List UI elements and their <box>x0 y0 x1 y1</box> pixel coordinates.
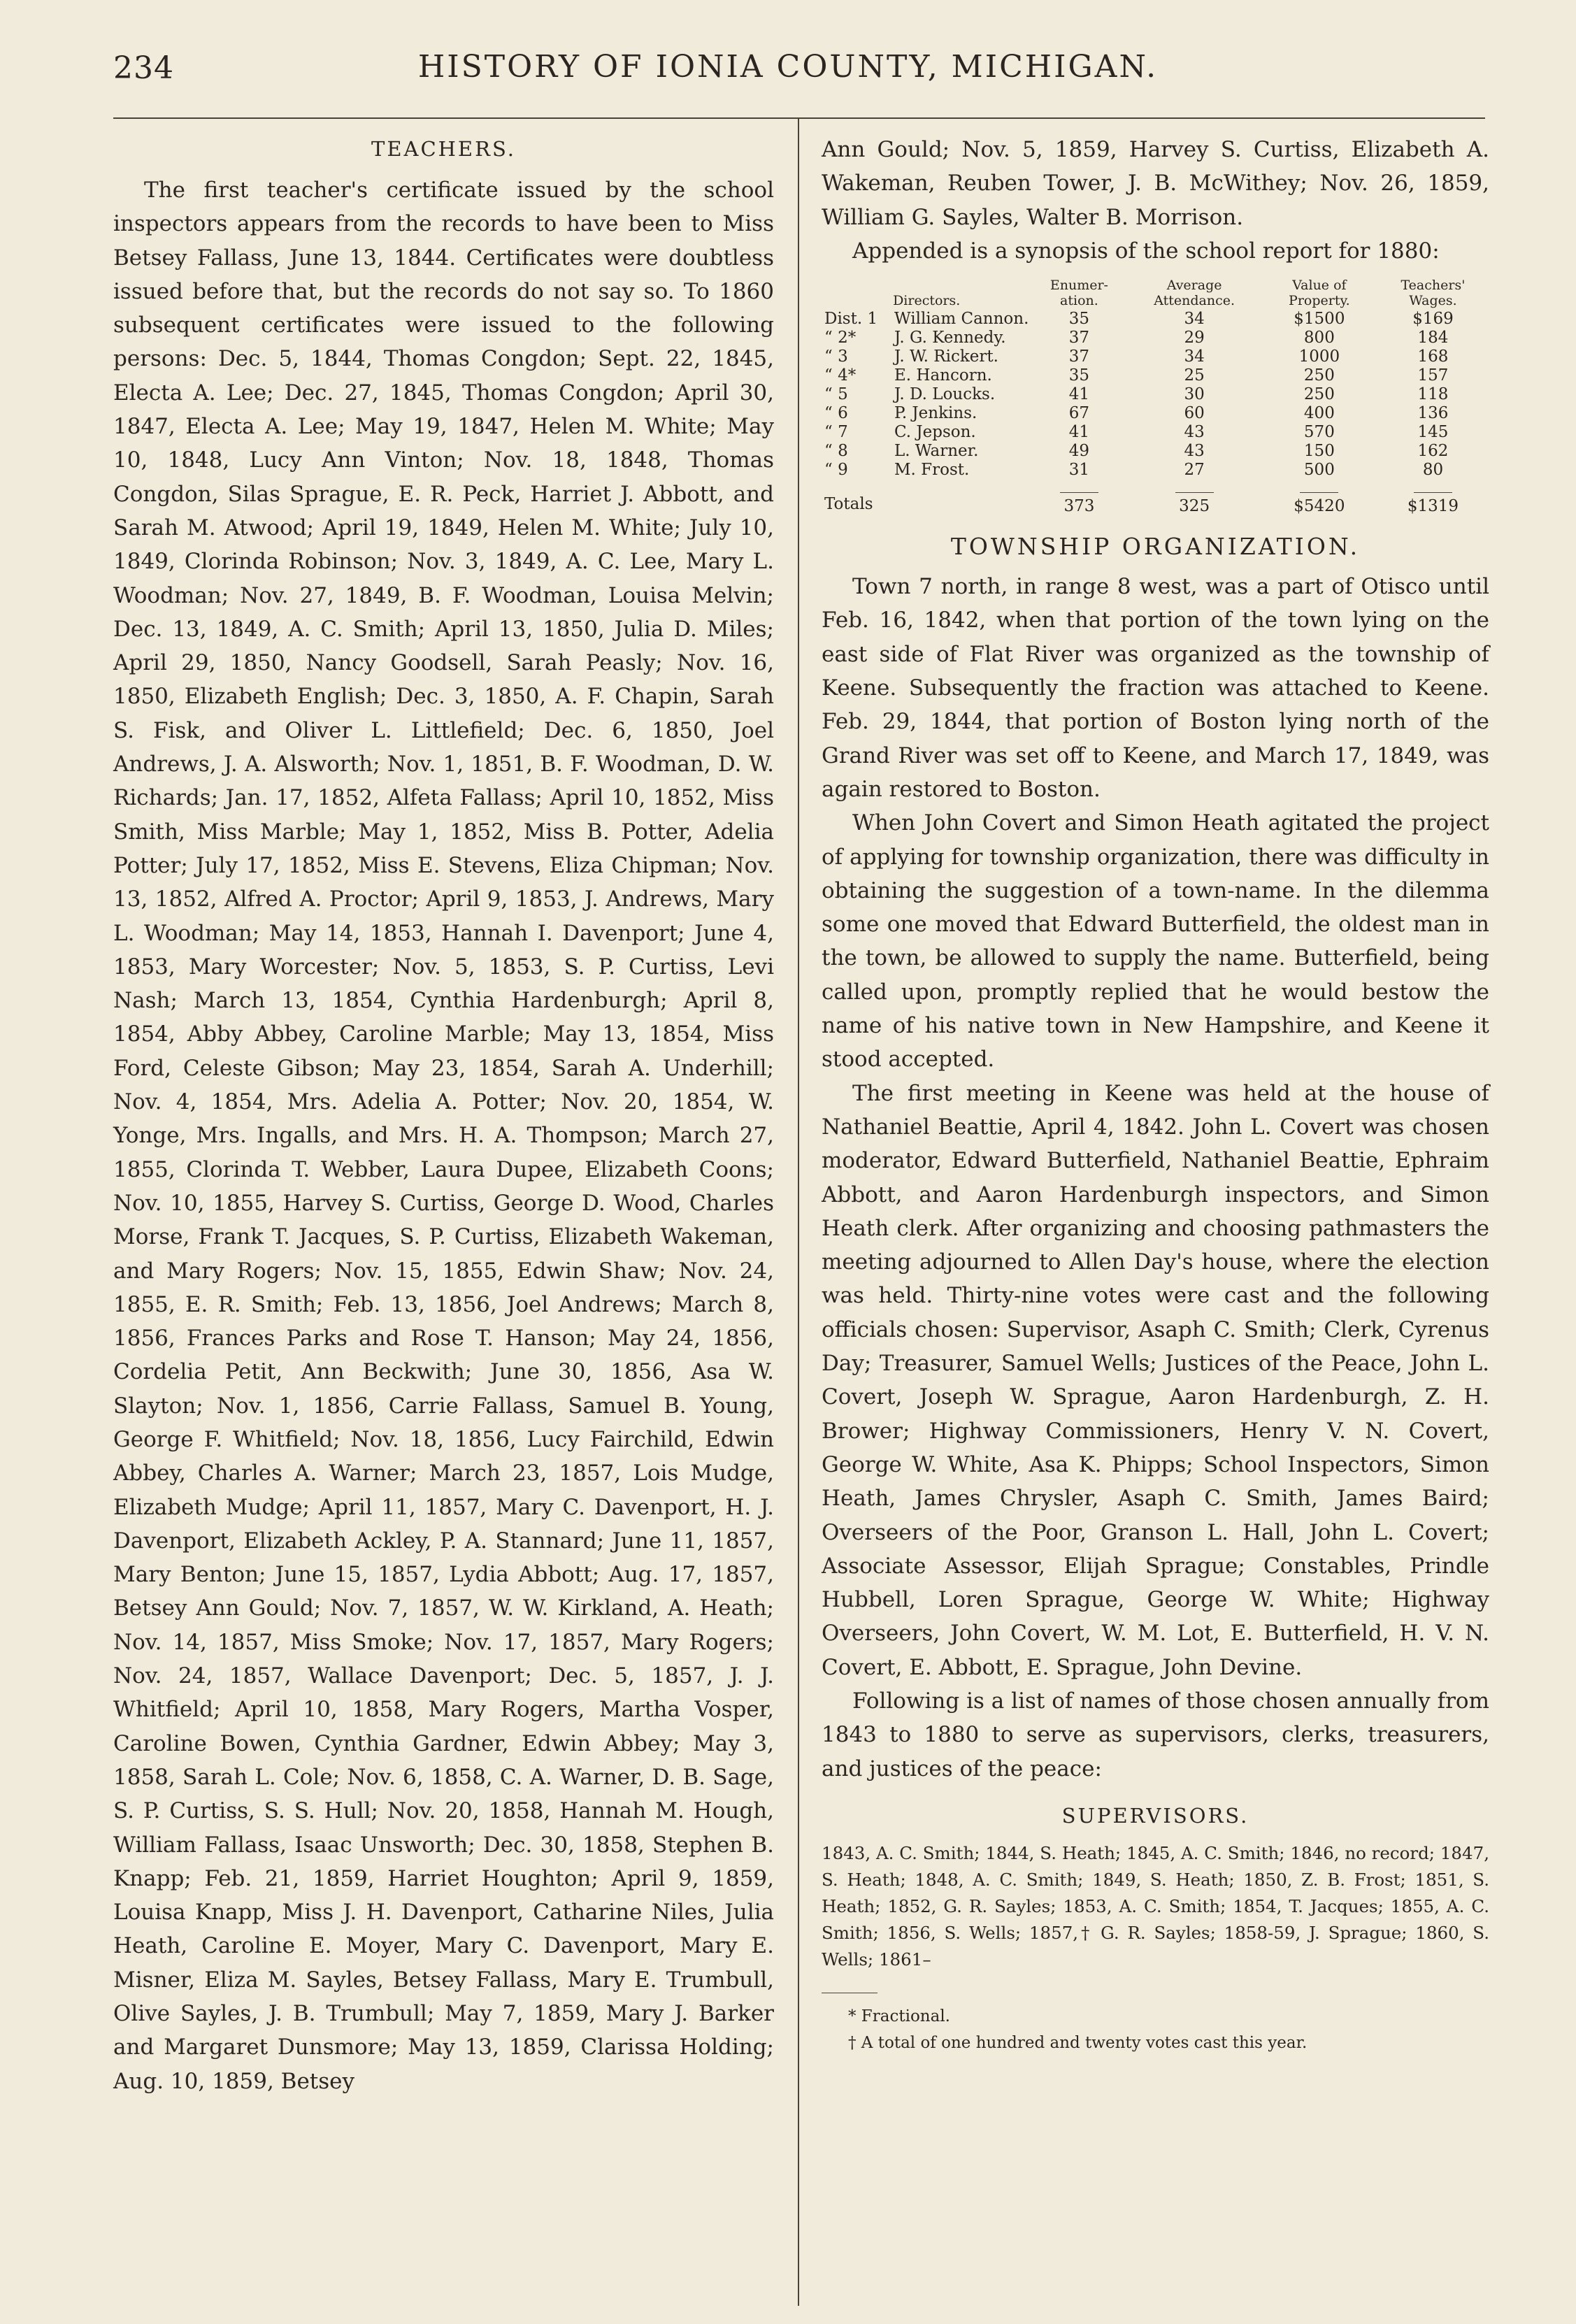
table-row <box>822 329 1489 347</box>
col-header-directors: Directors. <box>893 293 961 309</box>
table-row <box>822 442 1489 461</box>
enumeration-cell: 41 <box>1068 385 1090 404</box>
director-cell: E. Hancorn. <box>894 366 992 385</box>
footnote: * Fractional. <box>848 2007 950 2025</box>
district-cell: “ 6 <box>824 404 848 423</box>
table-row <box>822 461 1489 480</box>
wages-cell: 118 <box>1417 385 1449 404</box>
totals-label: Totals <box>824 494 873 513</box>
enumeration-cell: 35 <box>1068 310 1090 329</box>
attendance-cell: 30 <box>1184 385 1205 404</box>
district-cell: “ 3 <box>824 347 848 366</box>
left-column <box>113 133 774 2098</box>
table-row <box>822 404 1489 423</box>
attendance-cell: 43 <box>1184 423 1205 442</box>
total-property: $5420 <box>1262 480 1377 516</box>
director-cell: C. Jepson. <box>894 423 976 442</box>
director-cell: J. W. Rickert. <box>894 347 998 366</box>
district-cell: “ 7 <box>824 423 848 442</box>
director-cell: J. D. Loucks. <box>894 385 996 404</box>
col-header-wages: Teachers' Wages. <box>1401 278 1466 309</box>
district-cell: “ 5 <box>824 385 848 404</box>
wages-cell: 162 <box>1417 442 1449 461</box>
township-paragraph: The first meeting in Keene was held at the house of Nathaniel Beattie, April 4, 1842. John L. Covert was chosen moderator, Edward Butterfield, Nathaniel Beattie, Ephraim Abbott, and Aaron Hardenburgh inspectors, and Simon Heath clerk. After organizing and choosing pathmasters the meeting adjourned to Allen Day's house, where the election was held. Thirty-nine votes were cast and the following officials chosen: Supervisor, Asaph C. Smith; Clerk, Cyrenus Day; Treasurer, Samuel Wells; Justices of the Peace, John L. Covert, Joseph W. Sprague, Aaron Hardenburgh, Z. H. Brower; Highway Commissioners, Henry V. N. Covert, George W. White, Asa K. Phipps; School Inspectors, Simon Heath, James Chrysler, Asaph C. Smith, James Baird; Overseers of the Poor, Granson L. Hall, John L. Covert; Associate Assessor, Elijah Sprague; Constables, Prindle Hubbell, Loren Sprague, George W. White; Highway Overseers, John Covert, W. M. Lot, E. Butterfield, H. V. N. Covert, E. Abbott, E. Sprague, John Devine. <box>822 1080 1489 1680</box>
director-cell: William Cannon. <box>894 310 1029 329</box>
property-cell: 1000 <box>1298 347 1340 366</box>
school-report-table <box>822 276 1489 516</box>
attendance-cell: 27 <box>1184 461 1205 480</box>
enumeration-cell: 41 <box>1068 423 1090 442</box>
district-cell: “ 4* <box>824 366 857 385</box>
table-row <box>822 347 1489 366</box>
table-row <box>822 385 1489 404</box>
enumeration-cell: 35 <box>1068 366 1090 385</box>
teachers-paragraph: The first teacher's certificate issued by the school inspectors appears from the records to have been to Miss Betsey Fallass, June 13, 1844. Certificates were doubtless issued before that, but the records do not say so. To 1860 subsequent certificates were issued to the following persons: Dec. 5, 1844, Thomas Congdon; Sept. 22, 1845, Electa A. Lee; Dec. 27, 1845, Thomas Congdon; April 30, 1847, Electa A. Lee; May 19, 1847, Helen M. White; May 10, 1848, Lucy Ann Vinton; Nov. 18, 1848, Thomas Congdon, Silas Sprague, E. R. Peck, Harriet J. Abbott, and Sarah M. Atwood; April 19, 1849, Helen M. White; July 10, 1849, Clorinda Robinson; Nov. 3, 1849, A. C. Lee, Mary L. Woodman; Nov. 27, 1849, B. F. Woodman, Louisa Melvin; Dec. 13, 1849, A. C. Smith; April 13, 1850, Julia D. Miles; April 29, 1850, Nancy Goodsell, Sarah Peasly; Nov. 16, 1850, Elizabeth English; Dec. 3, 1850, A. F. Chapin, Sarah S. Fisk, and Oliver L. Littlefield; Dec. 6, 1850, Joel Andrews, J. A. Alsworth; Nov. 1, 1851, B. F. Woodman, D. W. Richards; Jan. 17, 1852, Alfeta Fallass; April 10, 1852, Miss Smith, Miss Marble; May 1, 1852, Miss B. Potter, Adelia Potter; July 17, 1852, Miss E. Stevens, Eliza Chipman; Nov. 13, 1852, Alfred A. Proctor; April 9, 1853, J. Andrews, Mary L. Woodman; May 14, 1853, Hannah I. Davenport; June 4, 1853, Mary Worcester; Nov. 5, 1853, S. P. Curtiss, Levi Nash; March 13, 1854, Cynthia Hardenburgh; April 8, 1854, Abby Abbey, Caroline Marble; May 13, 1854, Miss Ford, Celeste Gibson; May 23, 1854, Sarah A. Underhill; Nov. 4, 1854, Mrs. Adelia A. Potter; Nov. 20, 1854, W. Yonge, Mrs. Ingalls, and Mrs. H. A. Thompson; March 27, 1855, Clorinda T. Webber, Laura Dupee, Elizabeth Coons; Nov. 10, 1855, Harvey S. Curtiss, George D. Wood, Charles Morse, Frank T. Jacques, S. P. Curtiss, Elizabeth Wakeman, and Mary Rogers; Nov. 15, 1855, Edwin Shaw; Nov. 24, 1855, E. R. Smith; Feb. 13, 1856, Joel Andrews; March 8, 1856, Frances Parks and Rose T. Hanson; May 24, 1856, Cordelia Petit, Ann Beckwith; June 30, 1856, Asa W. Slayton; Nov. 1, 1856, Carrie Fallass, Samuel B. Young, George F. Whitfield; Nov. 18, 1856, Lucy Fairchild, Edwin Abbey, Charles A. Warner; March 23, 1857, Lois Mudge, Elizabeth Mudge; April 11, 1857, Mary C. Davenport, H. J. Davenport, Elizabeth Ackley, P. A. Stannard; June 11, 1857, Mary Benton; June 15, 1857, Lydia Abbott; Aug. 17, 1857, Betsey Ann Gould; Nov. 7, 1857, W. W. Kirkland, A. Heath; Nov. 14, 1857, Miss Smoke; Nov. 17, 1857, Mary Rogers; Nov. 24, 1857, Wallace Davenport; Dec. 5, 1857, J. J. Whitfield; April 10, 1858, Mary Rogers, Martha Vosper, Caroline Bowen, Cynthia Gardner, Edwin Abbey; May 3, 1858, Sarah L. Cole; Nov. 6, 1858, C. A. Warner, D. B. Sage, S. P. Curtiss, S. S. Hull; Nov. 20, 1858, Hannah M. Hough, William Fallass, Isaac Unsworth; Dec. 30, 1858, Stephen B. Knapp; Feb. 21, 1859, Harriet Houghton; April 9, 1859, Louisa Knapp, Miss J. H. Davenport, Catharine Niles, Julia Heath, Caroline E. Moyer, Mary C. Davenport, Mary E. Misner, Eliza M. Sayles, Betsey Fallass, Mary E. Trumbull, Olive Sayles, J. B. Trumbull; May 7, 1859, Mary J. Barker and Margaret Dunsmore; May 13, 1859, Clarissa Holding; Aug. 10, 1859, Betsey <box>113 178 774 2094</box>
report-intro: Appended is a synopsis of the school report for 1880: <box>852 238 1440 264</box>
property-cell: 570 <box>1303 423 1335 442</box>
attendance-cell: 43 <box>1184 442 1205 461</box>
attendance-cell: 34 <box>1184 310 1205 329</box>
wages-cell: 80 <box>1422 461 1444 480</box>
totals-row <box>822 480 1489 516</box>
school-report-header-row <box>822 276 1489 310</box>
district-cell: “ 9 <box>824 461 848 480</box>
col-header-attendance: Average Attendance. <box>1154 278 1235 309</box>
running-title: HISTORY OF IONIA COUNTY, MICHIGAN. <box>417 49 1159 85</box>
township-paragraph: Town 7 north, in range 8 west, was a part of Otisco until Feb. 16, 1842, when that portion of the town lying on the east side of Flat River was organized as the township of Keene. Subsequently the fraction was attached to Keene. Feb. 29, 1844, that portion of Boston lying north of the Grand River was set off to Keene, and March 17, 1849, was again restored to Boston. <box>822 574 1489 802</box>
director-cell: P. Jenkins. <box>894 404 977 423</box>
property-cell: 500 <box>1303 461 1335 480</box>
wages-cell: 145 <box>1417 423 1449 442</box>
column-divider <box>798 117 799 2306</box>
township-paragraph: When John Covert and Simon Heath agitated the project of applying for township organization, there was difficulty in obtaining the suggestion of a town-name. In the dilemma some one moved that Edward Butterfield, the oldest man in the town, be allowed to supply the name. Butterfield, being called upon, promptly replied that he would bestow the name of his native town in New Hampshire, and Keene it stood accepted. <box>822 810 1489 1073</box>
wages-cell: 168 <box>1417 347 1449 366</box>
supervisors-heading: SUPERVISORS. <box>1061 1803 1249 1828</box>
table-row <box>822 310 1489 329</box>
director-cell: L. Warner. <box>894 442 979 461</box>
enumeration-cell: 67 <box>1068 404 1090 423</box>
enumeration-cell: 49 <box>1068 442 1090 461</box>
page-number: 234 <box>113 50 174 86</box>
property-cell: 250 <box>1303 385 1335 404</box>
district-cell: Dist. 1 <box>824 310 878 329</box>
township-paragraph: Following is a list of names of those chosen annually from 1843 to 1880 to serve as supervisors, clerks, treasurers, and justices of the peace: <box>822 1688 1489 1781</box>
wages-cell: 184 <box>1417 329 1449 347</box>
wages-cell: 136 <box>1417 404 1449 423</box>
total-attendance: 325 <box>1126 480 1261 516</box>
supervisors-list: 1843, A. C. Smith; 1844, S. Heath; 1845, A. C. Smith; 1846, no record; 1847, S. Heath; 1848, A. C. Smith; 1849, S. Heath; 1850, Z. B. Frost; 1851, S. Heath; 1852, G. R. Sayles; 1853, A. C. Smith; 1854, T. Jacques; 1855, A. C. Smith; 1856, S. Wells; 1857,† G. R. Sayles; 1858-59, J. Sprague; 1860, S. Wells; 1861– <box>822 1842 1489 1970</box>
township-heading: TOWNSHIP ORGANIZATION. <box>950 533 1361 561</box>
footnote: † A total of one hundred and twenty votes cast this year. <box>848 2033 1308 2052</box>
header-rule <box>113 117 1485 119</box>
enumeration-cell: 37 <box>1068 347 1090 366</box>
enumeration-cell: 31 <box>1068 461 1090 480</box>
attendance-cell: 34 <box>1184 347 1205 366</box>
teachers-heading: TEACHERS. <box>371 137 516 161</box>
enumeration-cell: 37 <box>1068 329 1090 347</box>
district-cell: “ 8 <box>824 442 848 461</box>
table-row <box>822 423 1489 442</box>
property-cell: 150 <box>1303 442 1335 461</box>
director-cell: M. Frost. <box>894 461 970 480</box>
col-header-property: Value of Property. <box>1289 278 1350 309</box>
property-cell: 800 <box>1303 329 1335 347</box>
attendance-cell: 60 <box>1184 404 1205 423</box>
total-enumeration: 373 <box>1031 480 1126 516</box>
attendance-cell: 25 <box>1184 366 1205 385</box>
wages-cell: $169 <box>1412 310 1454 329</box>
district-cell: “ 2* <box>824 329 857 347</box>
col-header-enumeration: Enumer-ation. <box>1050 278 1108 309</box>
attendance-cell: 29 <box>1184 329 1205 347</box>
property-cell: $1500 <box>1294 310 1345 329</box>
right-column <box>822 133 1489 2056</box>
table-row <box>822 366 1489 385</box>
wages-cell: 157 <box>1417 366 1449 385</box>
property-cell: 400 <box>1303 404 1335 423</box>
total-wages: $1319 <box>1377 480 1489 516</box>
director-cell: J. G. Kennedy. <box>894 329 1006 347</box>
teachers-continuation: Ann Gould; Nov. 5, 1859, Harvey S. Curtiss, Elizabeth A. Wakeman, Reuben Tower, J. B. McWithey; Nov. 26, 1859, William G. Sayles, Walter B. Morrison. <box>822 137 1489 230</box>
property-cell: 250 <box>1303 366 1335 385</box>
